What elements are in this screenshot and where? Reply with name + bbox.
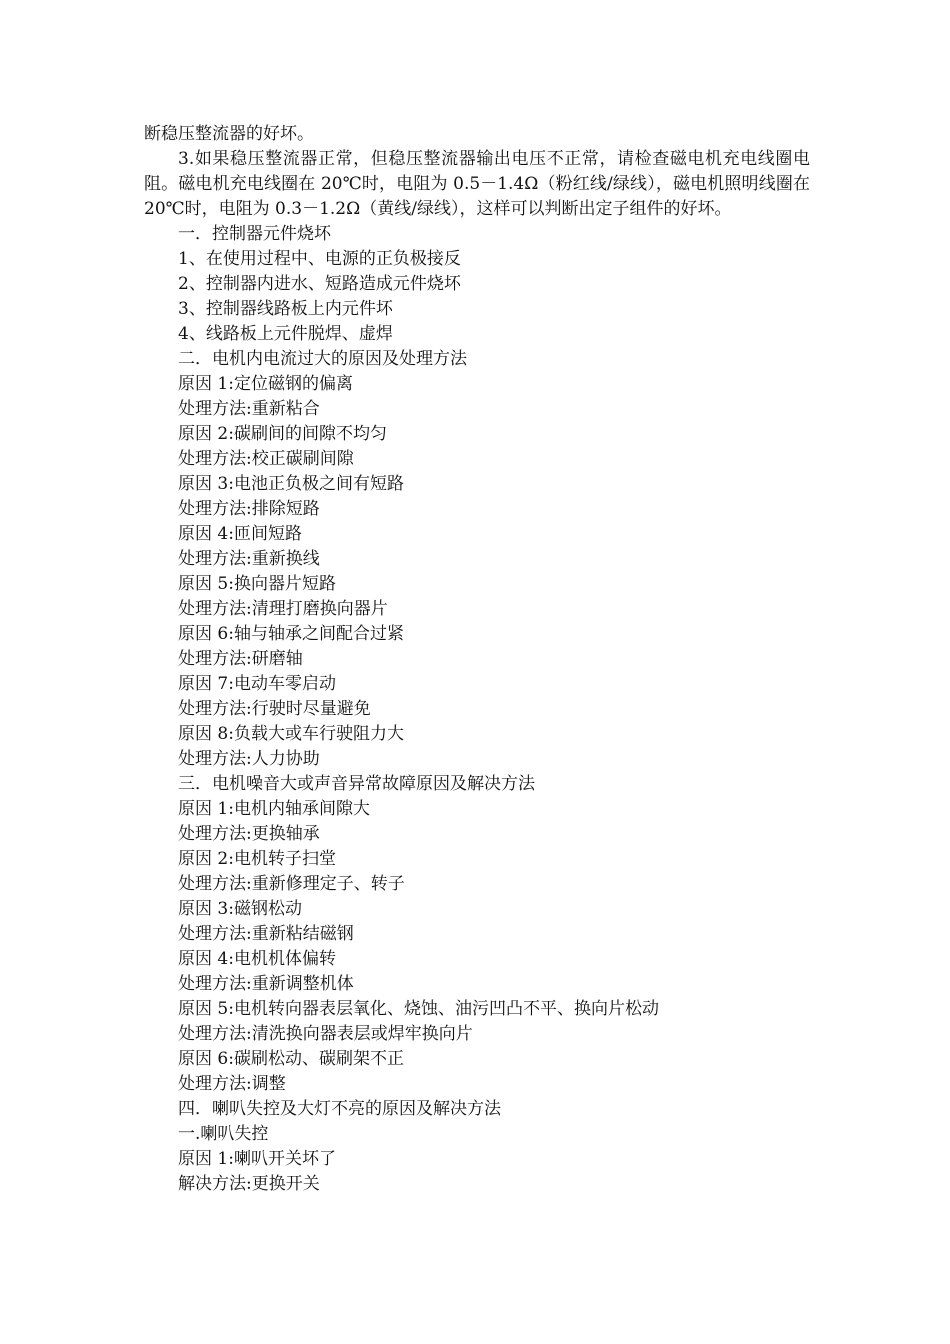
paragraph-continued: 断稳压整流器的好坏。 [144, 124, 314, 144]
method-line: 处理方法:重新调整机体 [178, 974, 354, 994]
cause-line: 原因 6:碳刷松动、碳刷架不正 [178, 1049, 404, 1069]
paragraph-3: 3.如果稳压整流器正常，但稳压整流器输出电压不正常，请检查磁电机充电线圈电阻。磁电机充电线圈在 20℃时，电阻为 0.5－1.4Ω（粉红线/绿线），磁电机照明线圈在 20℃时，电阻为 0.3－1.2Ω（黄线/绿线），这样可以判断出定子组件的好坏。 [144, 149, 810, 219]
heading-4: 四．喇叭失控及大灯不亮的原因及解决方法 [178, 1099, 501, 1119]
cause-line: 原因 5:换向器片短路 [178, 574, 336, 594]
method-line: 处理方法:校正碳刷间隙 [178, 449, 354, 469]
list-item: 1、在使用过程中、电源的正负极接反 [178, 249, 461, 269]
method-line: 处理方法:人力协助 [178, 749, 320, 769]
list-item: 4、线路板上元件脱焊、虚焊 [178, 324, 393, 344]
heading-1: 一．控制器元件烧坏 [178, 224, 331, 244]
cause-line: 原因 4:电机机体偏转 [178, 949, 336, 969]
subheading: 一.喇叭失控 [178, 1124, 269, 1144]
method-line: 处理方法:重新粘结磁钢 [178, 924, 354, 944]
cause-line: 原因 2:电机转子扫堂 [178, 849, 336, 869]
method-line: 解决方法:更换开关 [178, 1174, 320, 1194]
method-line: 处理方法:重新修理定子、转子 [178, 874, 405, 894]
cause-line: 原因 7:电动车零启动 [178, 674, 336, 694]
method-line: 处理方法:更换轴承 [178, 824, 320, 844]
list-item: 2、控制器内进水、短路造成元件烧坏 [178, 274, 461, 294]
method-line: 处理方法:重新换线 [178, 549, 320, 569]
method-line: 处理方法:清理打磨换向器片 [178, 599, 388, 619]
cause-line: 原因 2:碳刷间的间隙不均匀 [178, 424, 387, 444]
method-line: 处理方法:调整 [178, 1074, 286, 1094]
method-line: 处理方法:研磨轴 [178, 649, 303, 669]
method-line: 处理方法:排除短路 [178, 499, 320, 519]
heading-2: 二．电机内电流过大的原因及处理方法 [178, 349, 467, 369]
cause-line: 原因 3:磁钢松动 [178, 899, 302, 919]
cause-line: 原因 4:匝间短路 [178, 524, 302, 544]
line-list [144, 222, 810, 1197]
cause-line: 原因 6:轴与轴承之间配合过紧 [178, 624, 404, 644]
heading-3: 三．电机噪音大或声音异常故障原因及解决方法 [178, 774, 535, 794]
method-line: 处理方法:清洗换向器表层或焊牢换向片 [178, 1024, 473, 1044]
method-line: 处理方法:重新粘合 [178, 399, 320, 419]
cause-line: 原因 8:负载大或车行驶阻力大 [178, 724, 404, 744]
method-line: 处理方法:行驶时尽量避免 [178, 699, 371, 719]
list-item: 3、控制器线路板上内元件坏 [178, 299, 393, 319]
cause-line: 原因 1:喇叭开关坏了 [178, 1149, 336, 1169]
cause-line: 原因 3:电池正负极之间有短路 [178, 474, 404, 494]
cause-line: 原因 5:电机转向器表层氧化、烧蚀、油污凹凸不平、换向片松动 [178, 999, 659, 1019]
cause-line: 原因 1:定位磁钢的偏离 [178, 374, 353, 394]
document-body [144, 122, 810, 1197]
cause-line: 原因 1:电机内轴承间隙大 [178, 799, 370, 819]
